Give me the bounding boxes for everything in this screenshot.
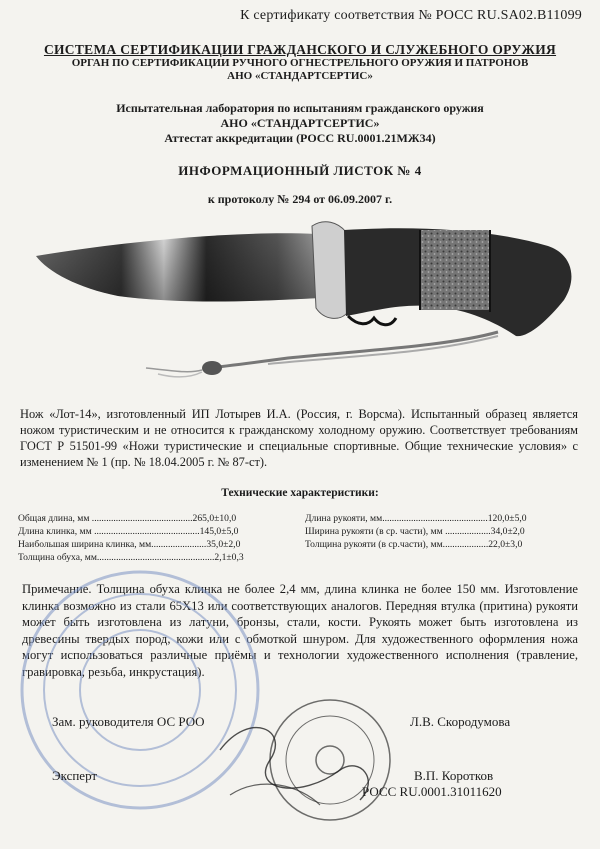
- lab-name: Испытательная лаборатория по испытаниям гражданского оружия: [116, 101, 484, 115]
- specs-left-column: [18, 512, 288, 564]
- certificate-reference: К сертификату соответствия № РОСС RU.SA02.B11099: [240, 8, 582, 23]
- protocol-reference: к протоколу № 294 от 06.09.2007 г.: [207, 192, 393, 206]
- certification-organ: ОРГАН ПО СЕРТИФИКАЦИИ РУЧНОГО ОГНЕСТРЕЛЬНОГО ОРУЖИЯ И ПАТРОНОВ: [71, 57, 529, 69]
- technical-specs-title: Технические характеристики:: [221, 487, 379, 499]
- spec-row: Длина клинка, мм ............................................145,0±5,0: [18, 526, 239, 537]
- accreditation-certificate: Аттестат аккредитации (РОСС RU.0001.21МЖ34): [164, 131, 436, 145]
- signatory-role-deputy: Зам. руководителя ОС РОО: [52, 714, 205, 729]
- knife-lanyard: [208, 332, 498, 368]
- organization-name: АНО «СТАНДАРТСЕРТИС»: [227, 70, 373, 82]
- spec-row: Общая длина, мм ..........................................265,0±10,0: [18, 513, 237, 524]
- signature-scribble: [220, 728, 368, 800]
- information-sheet-title: ИНФОРМАЦИОННЫЙ ЛИСТОК № 4: [178, 163, 422, 178]
- inspection-stamp: [270, 700, 390, 820]
- system-title: СИСТЕМА СЕРТИФИКАЦИИ ГРАЖДАНСКОГО И СЛУЖЕБНОГО ОРУЖИЯ: [43, 42, 557, 57]
- lab-organization: АНО «СТАНДАРТСЕРТИС»: [220, 116, 380, 130]
- signature-scribble-2: [230, 784, 320, 805]
- spec-row: Длина рукояти, мм............................................120,0±5,0: [305, 513, 527, 524]
- spec-row: Наибольшая ширина клинка, мм.......................35,0±2,0: [18, 539, 241, 550]
- spec-row: Ширина рукояти (в ср. части), мм ...................34,0±2,0: [305, 526, 525, 537]
- signatory-name-deputy: Л.В. Скородумова: [410, 714, 511, 729]
- signatory-name-expert: В.П. Коротков: [414, 768, 494, 783]
- knife-guard: [312, 222, 348, 319]
- specs-right-column: [305, 512, 585, 551]
- note-paragraph: Примечание. Толщина обуха клинка не более 2,4 мм, длина клинка не более 150 мм. Изготовление клинка возможно из стали 65Х13 или соответствующих аналогов. Передняя втулка (притина) рукояти может быть изготовлена из латуни, бронзы, стали, кости. Рукоять может быть изготовлена из древесины твердых пород, кожи или с обмоткой шнуром. Для художественного оформления ножа могут использоваться различные приёмы и технологии художественного исполнения (травление, гравировка, резьба, инкрустация).: [22, 582, 578, 679]
- knife-photo: [28, 208, 580, 388]
- expert-registration-number: РОСС RU.0001.31011620: [362, 784, 502, 799]
- product-description: Нож «Лот-14», изготовленный ИП Лотырев И.А. (Россия, г. Ворсма). Испытанный образец является ножом туристическим и не относится к гражданскому холодному оружию. Соответствует требованиям ГОСТ Р 51501-99 «Ножи туристические и специальные спортивные. Общие технические условия» с изменением № 1 (пр. № 18.04.2005 г. № 87-ст).: [20, 407, 578, 469]
- spec-row: Толщина обуха, мм.................................................2,1±0,3: [18, 552, 244, 563]
- signatory-role-expert: Эксперт: [52, 768, 98, 783]
- spec-row: Толщина рукояти (в ср.части), мм...................22,0±3,0: [305, 539, 523, 550]
